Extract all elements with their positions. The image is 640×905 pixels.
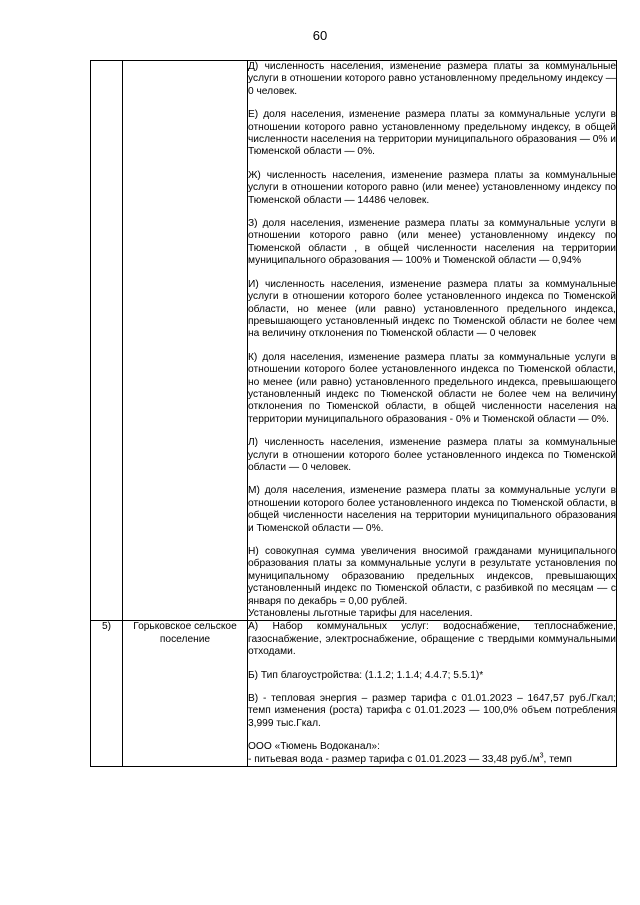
paragraph-l: Л) численность населения, изменение размера платы за коммунальные услуги в отношении которого более установленного индекса по Тюменской области — 0 человек. — [248, 437, 616, 473]
drinking-water-line — [248, 754, 616, 766]
paragraph-zh: Ж) численность населения, изменение размера платы за коммунальные услуги в отношении которого равно (или менее) установленному индексу по Тюменской области — 14486 человек. — [248, 169, 616, 206]
paragraph-v: В) - тепловая энергия – размер тарифа с 01.01.2023 – 1647,57 руб./Гкал; темп изменения (роста) тарифа с 01.01.2023 — 100,0% объем потребления 3,999 тыс.Гкал. — [248, 693, 616, 729]
row-number-cell — [91, 61, 123, 621]
paragraph-d: Д) численность населения, изменение размера платы за коммунальные услуги в отношении которого равно установленному предельному индексу — 0 человек. — [248, 61, 616, 97]
paragraph-a: А) Набор коммунальных услуг: водоснабжение, теплоснабжение, газоснабжение, электроснабжение, обращение с твердыми коммунальными отходами. — [248, 621, 616, 658]
page-number: 60 — [312, 28, 328, 43]
paragraph-n: Н) совокупная сумма увеличения вносимой гражданами муниципального образования платы за коммунальные услуги в результате установления по муниципальному образованию предельных индексов, превышающих установленный индекс по Тюменской области, с разбивкой по месяцам — с января по декабрь = 0,00 рублей. — [248, 546, 616, 607]
paragraph-k: К) доля населения, изменение размера платы за коммунальные услуги в отношении которого более установленного индекса по Тюменской области, но менее (или равно) установленного предельного индекса, превышающего установленный индекс по Тюменской области не более чем на величину отклонения по Тюменской области, в общей численности населения на территории муниципального образования - 0% и Тюменской области — 0%. — [248, 351, 616, 425]
tariff-table — [90, 60, 617, 767]
paragraph-i: И) численность населения, изменение размера платы за коммунальные услуги в отношении которого более установленного индекса по Тюменской области, но менее (или равно) установленного предельного индекса, превышающего установленный индекс по Тюменской области не более чем на величину отклонения по Тюменской области — 0 человек — [248, 278, 616, 340]
paragraph-z: З) доля населения, изменение размера платы за коммунальные услуги в отношении которого равно (или менее) установленному индексу по Тюменской области , в общей численности населения на территории муниципального образования — 100% и Тюменской области — 0,94% — [248, 218, 616, 267]
drinking-water-tail: , темп — [543, 753, 572, 765]
row-content-cell — [248, 621, 617, 767]
organization-name: ООО «Тюмень Водоканал»: — [248, 741, 380, 753]
row-name-cell — [123, 61, 248, 621]
row-number: 5) — [91, 621, 123, 767]
table-row — [91, 61, 617, 621]
row-content-cell — [248, 61, 617, 621]
paragraph-m: М) доля населения, изменение размера платы за коммунальные услуги в отношении которого более установленного индекса по Тюменской области, в общей численности населения на территории муниципального образования и Тюменской области — 0%. — [248, 485, 616, 534]
cubic-superscript: 3 — [539, 752, 544, 760]
paragraph-b: Б) Тип благоустройства: (1.1.2; 1.1.4; 4.4.7; 5.5.1)* — [248, 669, 484, 681]
drinking-water-text: - питьевая вода - размер тарифа с 01.01.2023 — 33,48 руб./м — [248, 753, 540, 765]
table-row — [91, 621, 617, 767]
paragraph-e: Е) доля населения, изменение размера платы за коммунальные услуги в отношении которого равно установленному предельному индексу, в общей численности населения на территории муниципального образования — 0% и Тюменской области — 0%. — [248, 109, 616, 158]
settlement-name: Горьковское сельское поселение — [123, 621, 248, 767]
benefit-tariffs-note: Установлены льготные тарифы для населения. — [248, 608, 473, 620]
